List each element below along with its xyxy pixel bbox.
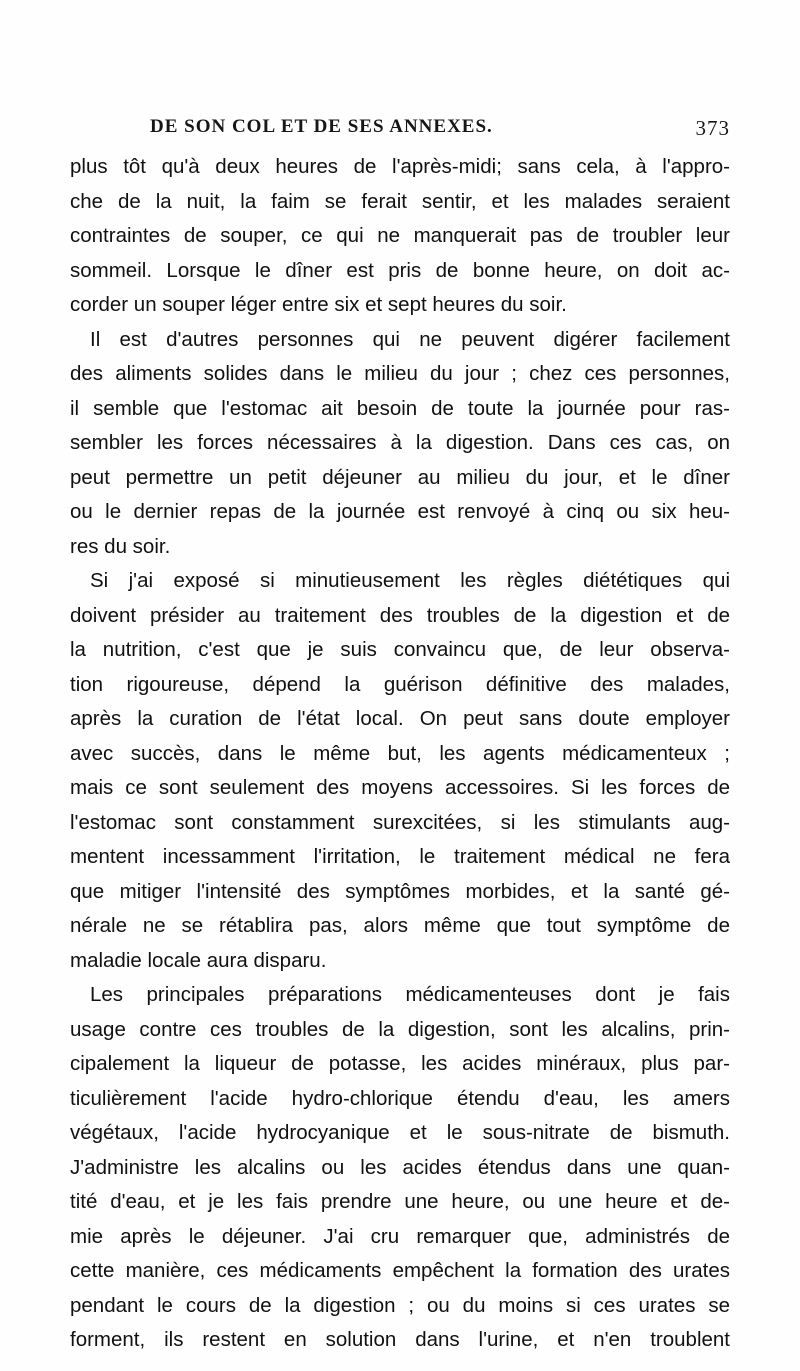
text-line: cipalement la liqueur de potasse, les acides minéraux, plus par-	[70, 1052, 730, 1075]
text-line: che de la nuit, la faim se ferait sentir, et les malades seraient	[70, 189, 730, 213]
text-line: il semble que l'estomac ait besoin de toute la journée pour ras-	[70, 396, 730, 420]
text-line: des aliments solides dans le milieu du jour ; chez ces personnes,	[70, 362, 730, 385]
text-line: peut permettre un petit déjeuner au milieu du jour, et le dîner	[70, 465, 730, 489]
text-line: J'administre les alcalins ou les acides étendus dans une quan-	[70, 1155, 730, 1179]
text-line: maladie locale aura disparu.	[70, 948, 327, 972]
text-line: contraintes de souper, ce qui ne manquerait pas de troubler leur	[70, 224, 730, 247]
text-line: après la curation de l'état local. On peut sans doute employer	[70, 707, 730, 730]
text-line: sommeil. Lorsque le dîner est pris de bonne heure, on doit ac-	[70, 258, 730, 282]
text-line: mentent incessamment l'irritation, le traitement médical ne fera	[70, 845, 730, 868]
text-line: doivent présider au traitement des troubles de la digestion et de	[70, 603, 730, 627]
text-line: nérale ne se rétablira pas, alors même que tout symptôme de	[70, 914, 730, 937]
text-line: res du soir.	[70, 534, 171, 558]
text-line: Si j'ai exposé si minutieusement les règles diététiques qui	[90, 569, 730, 592]
text-line: ticulièrement l'acide hydro-chlorique étendu d'eau, les amers	[70, 1086, 730, 1110]
text-line: sembler les forces nécessaires à la digestion. Dans ces cas, on	[70, 431, 730, 454]
text-line: tion rigoureuse, dépend la guérison définitive des malades,	[70, 672, 730, 696]
text-line: corder un souper léger entre six et sept heures du soir.	[70, 293, 567, 316]
text-line: forment, ils restent en solution dans l'urine, et n'en troublent	[70, 1328, 730, 1351]
text-line: mie après le déjeuner. J'ai cru remarquer que, administrés de	[70, 1224, 730, 1248]
text-line: plus tôt qu'à deux heures de l'après-midi; sans cela, à l'appro-	[70, 155, 730, 178]
text-line: Les principales préparations médicamenteuses dont je fais	[90, 983, 730, 1006]
text-line: la nutrition, c'est que je suis convaincu que, de leur observa-	[70, 638, 730, 661]
text-line: usage contre ces troubles de la digestion, sont les alcalins, prin-	[70, 1017, 730, 1041]
text-line: mais ce sont seulement des moyens accessoires. Si les forces de	[70, 776, 730, 799]
text-line: avec succès, dans le même but, les agents médicamenteux ;	[70, 741, 730, 765]
running-title: DE SON COL ET DE SES ANNEXES.	[150, 116, 493, 137]
page-number: 373	[695, 116, 730, 140]
text-line: l'estomac sont constamment surexcitées, si les stimulants aug-	[70, 810, 730, 834]
text-line: ou le dernier repas de la journée est renvoyé à cinq ou six heu-	[70, 500, 730, 523]
text-line: pendant le cours de la digestion ; ou du moins si ces urates se	[70, 1293, 730, 1317]
text-line: végétaux, l'acide hydrocyanique et le sous-nitrate de bismuth.	[70, 1121, 730, 1144]
text-line: tité d'eau, et je les fais prendre une heure, ou une heure et de-	[70, 1190, 730, 1213]
text-line: cette manière, ces médicaments empêchent la formation des urates	[70, 1259, 730, 1282]
body-text	[70, 150, 730, 1358]
text-line: que mitiger l'intensité des symptômes morbides, et la santé gé-	[70, 879, 730, 903]
page-header	[150, 116, 730, 146]
text-line: Il est d'autres personnes qui ne peuvent digérer facilement	[90, 327, 730, 351]
